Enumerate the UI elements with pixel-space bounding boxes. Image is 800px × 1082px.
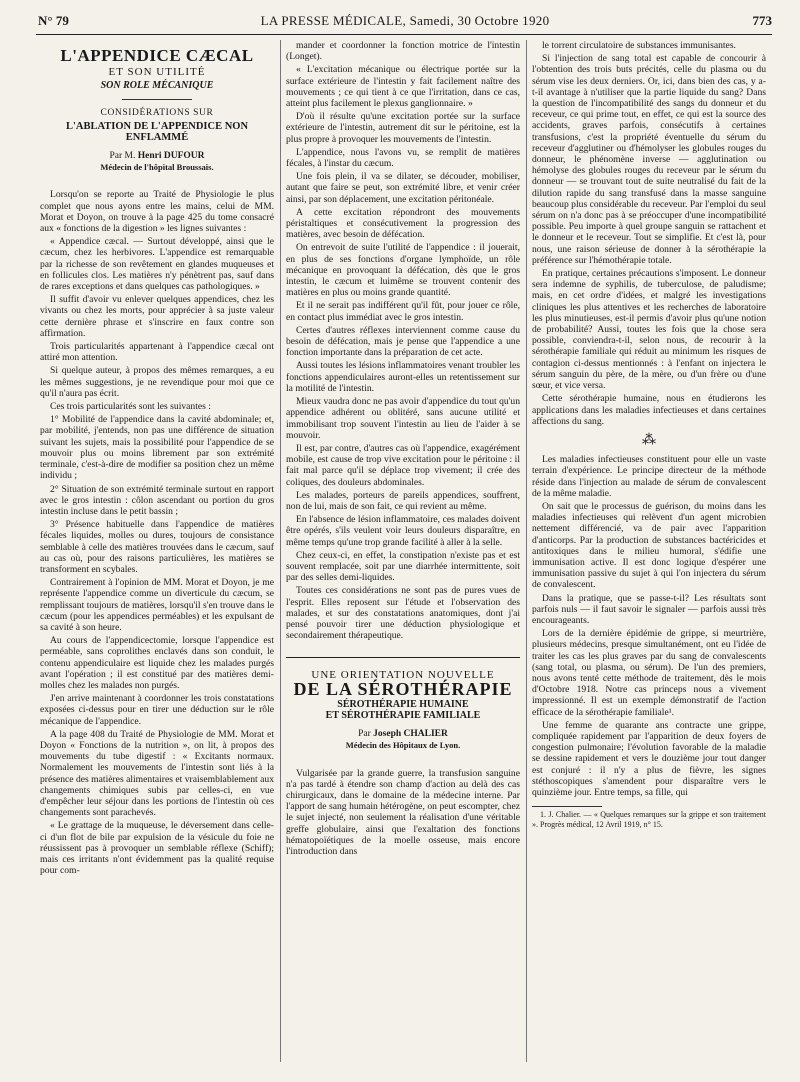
column-divider <box>280 40 281 1062</box>
masthead-rule <box>36 34 772 35</box>
column-3 <box>532 40 766 829</box>
paragraph: On sait que le processus de guérison, du moins dans les maladies infectieuses qui relèvent d'un agent microbien nettement différencié, va de pair avec l'apparition d'anticorps. Par la production de substances bactéricides et antitoxiques dans le milieu humoral, s'édifie une immunisation active. Il est donc logique d'espérer une immunisation passive du sujet à qui l'on injectera du sérum de convalescent. <box>532 500 766 591</box>
author-name: Henri DUFOUR <box>137 151 205 162</box>
paragraph: « Le grattage de la muqueuse, le déversement dans celle-ci d'un flot de bile par expulsion de la vésicule du foie ne réussissent pas à provoquer un semblable réflexe (Schiff); mais ces irritants n'ont évidemment pas la qualité requise pour com- <box>40 820 274 877</box>
paragraph: Les malades, porteurs de pareils appendices, souffrent, non de lui, mais de son fait, ce qui revient au même. <box>286 489 520 512</box>
paragraph: 1° Mobilité de l'appendice dans la cavité abdominale; et, par mobilité, j'entends, non pas une différence de situation suivant les sujets, mais la possibilité pour l'appendice de se mouvoir plus ou moins librement par son extrémité terminale, c'est-à-dire de modifier sa position chez un même individu ; <box>40 414 274 482</box>
column-divider <box>526 40 527 1062</box>
paragraph: Chez ceux-ci, en effet, la constipation n'existe pas et est souvent remplacée, soit par une diarrhée intermittente, soit par des selles demi-liquides. <box>286 549 520 584</box>
paragraph: Au cours de l'appendicectomie, lorsque l'appendice est perméable, sans coprolithes enclavés dans son conduit, le contenu appendiculaire est liquide chez les malades purgés avant l'opération ; il est constitué par des matières demi-molles chez les malades non purgés. <box>40 635 274 691</box>
article-subtitle: SÉROTHÉRAPIE HUMAINE <box>337 698 469 710</box>
paragraph: Lors de la dernière épidémie de grippe, si meurtrière, plusieurs médecins, presque simultanément, ont eu l'idée de traiter les cas les plus graves par du sang de convalescents (sang total, ou plasma, ou sérum). De l'un des premiers, nous avons tenté cette méthode de traitement, dès le mois d'Octobre 1918. Notre cas princeps nous a vivement impressionné. Il est un exemple démonstratif de l'action efficace de la sérothérapie familiale¹. <box>532 628 766 718</box>
paragraph: Toutes ces considérations ne sont pas de pures vues de l'esprit. Elles reposent sur l'étude et l'observation des malades, et sur des constatations anatomiques, dont j'ai pensé pouvoir tirer une déduction physiologique et secondairement thérapeutique. <box>286 585 520 642</box>
article-body <box>286 40 520 641</box>
paragraph: L'appendice, nous l'avons vu, se remplit de matières fécales, à l'instar du cæcum. <box>286 146 520 170</box>
section-ornament: ⁂ <box>642 432 656 448</box>
article-body <box>40 189 274 876</box>
paragraph: D'où il résulte qu'une excitation portée sur la surface extérieure de l'intestin, autrement dit sur le péritoine, est la plus propre à provoquer les mouvements de l'intestin. <box>286 111 520 145</box>
paragraph: Aussi toutes les lésions inflammatoires venant troubler les fonctions appendiculaires auront-elles un retentissement sur la motilité de l'intestin. <box>286 360 520 394</box>
article-subtitle: ET SÉROTHÉRAPIE FAMILIALE <box>325 709 481 721</box>
paragraph: Il suffit d'avoir vu enlever quelques appendices, chez les vivants ou chez les morts, pour apprécier à sa juste valeur cette dernière phrase et s'inscrire en faux contre son affirmation. <box>40 294 274 339</box>
byline <box>40 151 274 162</box>
column-1 <box>40 40 274 878</box>
paragraph: Vulgarisée par la grande guerre, la transfusion sanguine n'a pas tardé à étendre son champ d'action au delà des cas chirurgicaux, dans le domaine de la médecine interne. Par l'apport de sang humain hétérogène, on peut escompter, chez le sujet injecté, non seulement la réalisation d'une véritable greffe globulaire, ainsi que l'exaltation des fonctions hématopoïétiques de la moelle osseuse, mais encore l'introduction dans <box>286 767 520 857</box>
paragraph: Contrairement à l'opinion de MM. Morat et Doyon, je me représente l'appendice comme un diverticule du cæcum, se remplissant toujours de matières, lorsqu'il s'en trouve dans le cæcum (pour les appendices perméables) et les expulsant de sa cavité à son heure. <box>40 577 274 633</box>
paragraph: Si quelque auteur, à propos des mêmes remarques, a eu les mêmes suggestions, je ne revendique pour moi que ce qu'il n'aura pas écrit. <box>40 365 274 399</box>
byline <box>286 729 520 740</box>
article-kicker: UNE ORIENTATION NOUVELLE <box>311 669 495 682</box>
paragraph: Certes d'autres réflexes interviennent comme cause du besoin de défécation, mais je pense que l'appendice a une fonction importante dans la préparation de cet acte. <box>286 324 520 359</box>
paragraph: Dans la pratique, que se passe-t-il? Les résultats sont parfois nuls — il faut savoir le signaler — parfois aussi très encourageants. <box>532 592 766 626</box>
author-name: Joseph CHALIER <box>373 729 448 740</box>
paragraph: Il est, par contre, d'autres cas où l'appendice, exagérément mobile, est cause de trop vive excitation pour le péritoine : il fait mal parce qu'il se déplace trop vivement; il crée des coliques, des douleurs abdominales. <box>286 442 520 488</box>
paragraph: « L'excitation mécanique ou électrique portée sur la surface extérieure de l'intestin y fait facilement naître des mouvements ; ce qui tient à ce que l'irritation, dans ce cas, atteint plus facilement le plexus ganglionnaire. » <box>286 64 520 110</box>
section-heading-1: CONSIDÉRATIONS SUR <box>100 108 214 119</box>
article-body <box>532 40 766 427</box>
paragraph: Ces trois particularités sont les suivantes : <box>50 401 211 413</box>
section-rule <box>286 657 520 658</box>
byline-prefix: Par M. <box>109 151 136 162</box>
author-affiliation: Médecin de l'hôpital Broussais. <box>100 162 214 173</box>
byline-prefix: Par <box>358 729 371 740</box>
article-title: DE LA SÉROTHÉRAPIE <box>293 678 513 699</box>
paragraph: Mieux vaudra donc ne pas avoir d'appendice du tout qu'un appendice adhérent ou oblitéré, sans aucune utilité et immobilisant trop souvent l'intestin au lieu de l'aider à se mouvoir. <box>286 396 520 441</box>
page-number: 773 <box>752 13 772 28</box>
paragraph: Si l'injection de sang total est capable de concourir à l'obtention des trois buts précités, celle du plasma ou du sérum vise les deux derniers. Or, ici, dans bien des cas, y a-t-il avantage à n'utiliser que la partie liquide du sang? Dans la question de l'incompatibilité des sangs du donneur et du receveur, ce qui prime tout, en effet, ce qui est la source des accidents, graves parfois, consécutifs à certaines transfusions, c'est la propriété éventuelle du sérum du receveur d'agglutiner ou d'hémolyser les globules rouges du donneur, le phénomène inverse — agglutination ou hémolyse des globules rouges du receveur par le sérum du donneur — se trouvant tout de suite neutralisé du fait de la dilution rapide du sang transfusé dans la masse sanguine beaucoup plus considérable du receveur. Par l'emploi du seul sérum on n'a donc pas à se préoccuper d'une incompatibilité possible. Peu importe à quel groupe sanguin se rattachent et le donneur et le receveur. Tout se simplifie. Et c'est là, pour nous, une raison sérieuse de donner à la sérothérapie la préférence sur l'hémothérapie totale. <box>532 53 766 266</box>
section-heading-2: L'ABLATION DE L'APPENDICE NON ENFLAMMÉ <box>65 120 249 143</box>
paragraph: mander et coordonner la fonction motrice de l'intestin (Longet). <box>286 40 520 63</box>
article-body <box>532 454 766 798</box>
paragraph: « Appendice cæcal. — Surtout développé, ainsi que le cæcum, chez les herbivores. L'appendice est remarquable par la richesse de son revêtement en glandes muqueuses et en follicules clos. Les matières n'y pénètrent pas, sauf dans de rares exceptions et dans quelques cas pathologiques. » <box>40 236 274 293</box>
column-2 <box>286 40 520 859</box>
issue-number: N° 79 <box>38 13 69 28</box>
paragraph: J'en arrive maintenant à coordonner les trois constatations exposées ci-dessus pour en tirer une déduction sur le rôle mécanique de l'appendice. <box>40 693 274 727</box>
paragraph: A la page 408 du Traité de Physiologie de MM. Morat et Doyon « Fonctions de la nutrition », on lit, à propos des mouvements du tube digestif : « Excitants normaux. Normalement les mouvements de l'intestin sont liés à la présence des matières alimentaires et vraisemblablement aux changements chimiques subis par celles-ci, en vue d'empêcher leur séjour dans les portions de l'intestin où ces changements sont parachevés. <box>40 728 274 819</box>
paragraph: Et il ne serait pas indifférent qu'il fût, pour jouer ce rôle, en contact plus immédiat avec le gros intestin. <box>286 300 520 323</box>
article-role: SON ROLE MÉCANIQUE <box>100 80 214 92</box>
divider <box>122 99 192 100</box>
article-subtitle: ET SON UTILITÉ <box>108 66 206 78</box>
paragraph: 2° Situation de son extrémité terminale surtout en rapport avec le gros intestin : côlon ascendant ou portion du gros intestin incluse dans le petit bassin ; <box>40 483 274 517</box>
paragraph: Lorsqu'on se reporte au Traité de Physiologie le plus complet que nous ayons entre les mains, celui de MM. Morat et Doyon, on trouve à la page 425 du tome consacré aux « fonctions de la digestion » les lignes suivantes : <box>40 189 274 235</box>
paragraph: Cette sérothérapie humaine, nous en étudierons les applications dans les maladies infectieuses et dans certaines affections du sang. <box>532 393 766 427</box>
masthead <box>38 12 772 30</box>
paragraph: A cette excitation répondront des mouvements péristaltiques et consécutivement la progression des matières, avec besoin de défécation. <box>286 206 520 241</box>
paragraph: Une femme de quarante ans contracte une grippe, compliquée rapidement par l'apparition de deux foyers de congestion pulmonaire; l'évolution favorable de la maladie se dessine rapidement et vers le douzième jour tout danger est conjuré : il n'y a plus de fièvre, les signes stéthoscopiques s'amendent pour disparaître vers le quinzième jour. Entre temps, sa fille, qui <box>532 719 766 798</box>
publication-title: LA PRESSE MÉDICALE, Samedi, 30 Octobre 1920 <box>260 13 550 28</box>
article-body <box>286 768 520 858</box>
article-title: L'APPENDICE CÆCAL <box>60 46 254 65</box>
paragraph: le torrent circulatoire de substances immunisantes. <box>542 40 736 51</box>
paragraph: On entrevoit de suite l'utilité de l'appendice : il jouerait, en plus de ses fonctions d'organe lymphoïde, un rôle mécanique en provoquant la défécation, dès que le gros intestin, le cæcum et luimême se trouvent contenir des matières en plus ou moins grande quantité. <box>286 242 520 299</box>
paragraph: Trois particularités appartenant à l'appendice cæcal ont attiré mon attention. <box>40 341 274 364</box>
footnote-rule <box>532 806 602 807</box>
paragraph: Les maladies infectieuses constituent pour elle un vaste terrain d'expérience. Le principe directeur de la méthode réside dans l'injection au malade de sérum de convalescent de la même maladie. <box>532 454 766 499</box>
paragraph: En pratique, certaines précautions s'imposent. Le donneur sera indemne de syphilis, de tuberculose, de paludisme; mais, en cet ordre d'idées, et malgré les investigations cliniques les plus attentives et les recherches de laboratoire les plus minutieuses, est-il permis d'avoir plus qu'une notion de probabilité? Aussi, toutes les fois que la chose sera possible, conviendra-t-il, selon nous, de recourir à la sérothérapie familiale qui réduit au minimum les risques de contagion ci-dessus mentionnés : à l'enfant on injectera le sérum sanguin du père, de la mère, ou d'un frère ou d'une sœur, et vice versa. <box>532 268 766 392</box>
paragraph: En l'absence de lésion inflammatoire, ces malades doivent être opérés, s'ils veulent voir leurs douleurs disparaître, en même temps qu'une trop grande facilité à aller à la selle. <box>286 514 520 548</box>
paragraph: Une fois plein, il va se dilater, se découder, mobiliser, autant que faire se peut, son extrémité libre, et venir créer ainsi, par son déplacement, une excitation péritonéale. <box>286 171 520 205</box>
paragraph: 3° Présence habituelle dans l'appendice de matières fécales liquides, molles ou dures, toujours de consistance semblable à celle des matières trouvées dans le cæcum, sauf au cas où, pour des raisons particulières, les matières se transforment en scybales. <box>40 519 274 575</box>
footnote: 1. J. Chalier. — « Quelques remarques sur la grippe et son traitement ». Progrès médical, 12 Avril 1919, n° 15. <box>532 810 766 829</box>
author-affiliation: Médecin des Hôpitaux de Lyon. <box>345 740 461 751</box>
